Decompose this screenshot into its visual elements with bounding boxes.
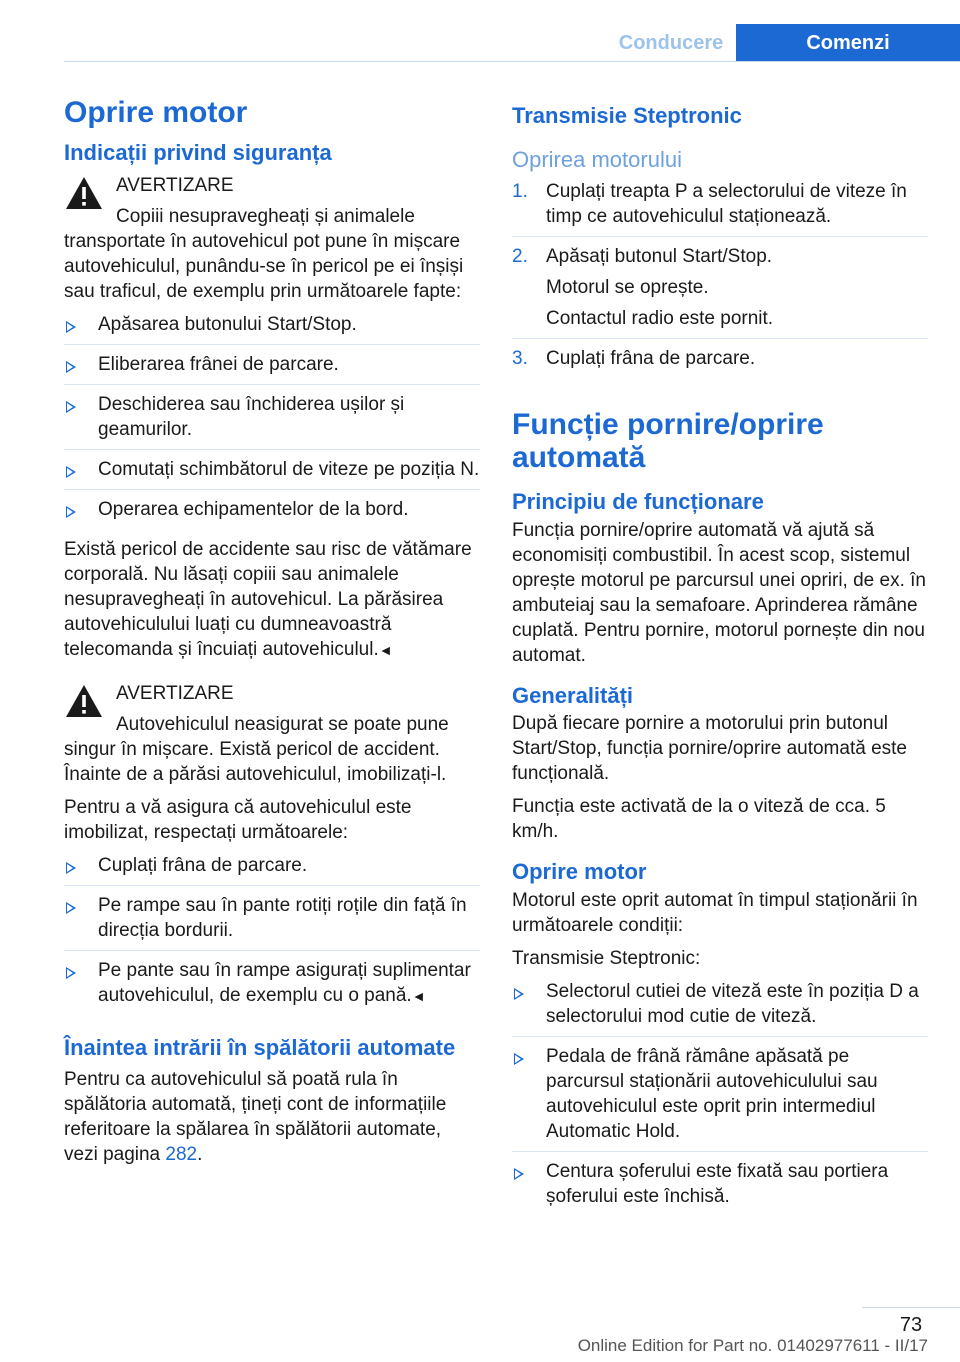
section-title-auto-start-stop: Funcție pornire/oprire automată [512,408,824,474]
warning-1-conclusion: Există pericol de accidente sau risc de vătămare corporală. Nu lăsați copiii sau animalele nesupravegheați în autovehicul. La părăsirea autovehiculului luați cu dumneavoastră telecomanda și încuiați autovehiculul.◄ [64,538,472,660]
warning-text: Copiii nesupravegheați și animalele transportate în autovehicul pot pune în mișcare autovehiculul, punându-se în pericol pe ei înșiși sau traficul, de exemplu prin următoarele fapte: [64,205,464,302]
list-item: Eliberarea frânei de parcare. [64,344,480,384]
warning-icon [64,175,104,211]
warning-block-1 [64,173,480,304]
heading-principle: Principiu de funcționare [512,489,764,514]
end-mark: ◄ [411,987,426,1004]
list-item: Pedala de frână rămâne apăsată pe parcursul staționării autovehiculului sau autovehiculul este oprit prin intermediul Automatic Hold. [512,1036,928,1151]
warning-text: Autovehiculul neasigurat se poate pune singur în mișcare. Există pericol de accident. Înainte de a părăsi autovehiculul, imobilizați-l. [64,713,449,785]
warning-label: AVERTIZARE [116,174,234,196]
list-item: Operarea echipamentelor de la bord. [64,489,480,529]
warning-2-intro: Pentru a vă asigura că autovehiculul este imobilizat, respectați următoarele: [64,796,412,843]
list-item: Selectorul cutiei de viteză este în poziția D a selectorului mod cutie de viteză. [512,979,928,1036]
triangle-bullet-icon [66,862,76,874]
footer-edition: Online Edition for Part no. 01402977611 - II/17 [577,1336,928,1355]
list-item: Deschiderea sau închiderea ușilor și geamurilor. [64,384,480,449]
triangle-bullet-icon [66,466,76,478]
warning-icon [64,683,104,719]
stop-steps [512,179,928,378]
warning-2-list [64,853,480,1016]
triangle-bullet-icon [66,401,76,413]
list-item: Cuplați frâna de parcare. [64,853,480,885]
motor-stop-sub: Transmisie Steptronic: [512,947,701,969]
list-item: Centura șoferului este fixată sau portiera șoferului este închisă. [512,1151,928,1216]
list-item: Comutați schimbătorul de viteze pe poziția N. [64,449,480,489]
page-number-divider [862,1307,960,1308]
tab-comenzi[interactable]: Comenzi [736,24,960,62]
section-title-oprire-motor: Oprire motor [64,96,248,129]
heading-general: Generalități [512,682,634,708]
list-item: 3. Cuplați frâna de parcare. [512,338,928,378]
end-mark: ◄ [378,641,393,658]
triangle-bullet-icon [514,1053,524,1065]
heading-engine-stop: Oprirea motorului [512,146,682,172]
heading-motor-stop: Oprire motor [512,859,647,884]
header-divider [64,61,960,62]
triangle-bullet-icon [66,361,76,373]
triangle-bullet-icon [66,506,76,518]
triangle-bullet-icon [66,902,76,914]
list-item: 1. Cuplați treapta P a selectorului de viteze în timp ce autovehiculul staționează. [512,181,907,227]
general-text-1: După fiecare pornire a motorului prin butonul Start/Stop, funcția pornire/oprire automată este funcțională. [512,713,907,784]
general-text-2: Funcția este activată de la o viteză de cca. 5 km/h. [512,796,886,842]
triangle-bullet-icon [514,988,524,1000]
page-link[interactable]: 282 [165,1144,198,1165]
list-item: Pe rampe sau în pante rotiți roțile din față în direcția bordurii. [64,885,480,950]
page-number: 73 [899,1314,923,1336]
warning-block-2 [64,681,480,787]
list-item: Apăsarea butonului Start/Stop. [64,312,480,344]
principle-text: Funcția pornire/oprire automată vă ajută să economisiți combustibil. În acest scop, sistemul oprește motorul pe parcursul unei opriri, de ex. în ambuteiaj sau la semafoare. Aprinderea rămâne cuplată. Pentru pornire, motorul pornește din nou automat. [512,519,926,666]
heading-safety: Indicații privind siguranța [64,140,332,165]
left-column [64,96,480,1175]
tab-conducere[interactable]: Conducere [606,24,736,62]
triangle-bullet-icon [66,967,76,979]
triangle-bullet-icon [514,1168,524,1180]
warning-1-list [64,312,480,529]
conditions-list [512,979,928,1216]
list-item: Pe pante sau în rampe asigurați suplimentar autovehiculul, de exemplu cu o pană.◄ [64,950,480,1016]
motor-stop-text: Motorul este oprit automat în timpul staționării în următoarele condiții: [512,889,918,936]
heading-carwash: Înaintea intrării în spălătorii automate [64,1034,456,1060]
right-column [512,96,928,1224]
list-item: 2. Apăsați butonul Start/Stop. Motorul se oprește. Contactul radio este pornit. [512,236,928,338]
triangle-bullet-icon [66,321,76,333]
heading-steptronic: Transmisie Steptronic [512,103,742,128]
carwash-text: Pentru ca autovehiculul să poată rula în spălătoria automată, țineți cont de informațiile referitoare la spălarea în spălătorii automate, vezi pagina 282. [64,1069,447,1165]
warning-label: AVERTIZARE [116,682,234,704]
